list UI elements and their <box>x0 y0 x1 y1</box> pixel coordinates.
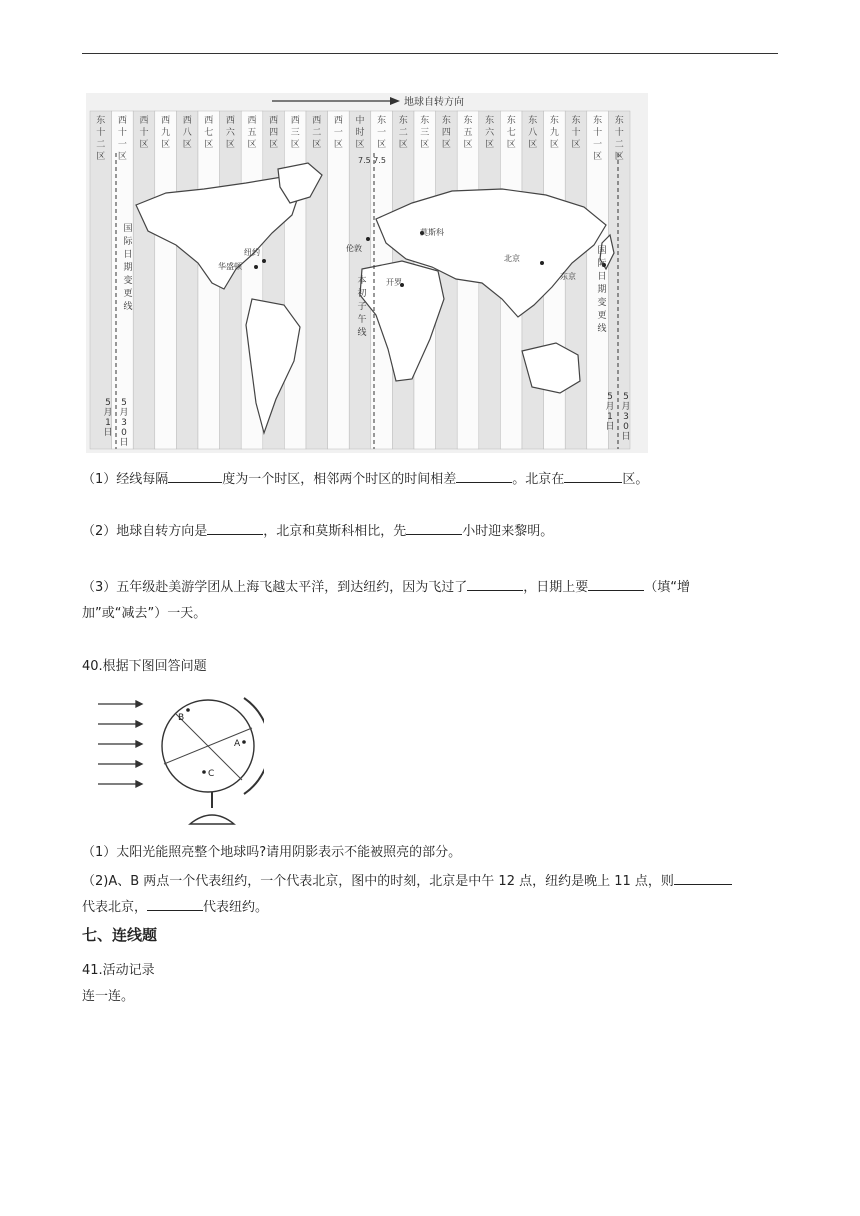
zone-label-char: 东 <box>549 116 559 126</box>
date-label: 0 <box>121 428 127 438</box>
answer-blank[interactable] <box>564 468 622 483</box>
q40-line-2 <box>82 870 732 893</box>
zone-label-char: 区 <box>614 152 624 162</box>
zone-label-char: 二 <box>312 128 322 138</box>
zone-label-char: 区 <box>420 140 430 150</box>
zone-label-char: 二 <box>398 128 408 138</box>
zone-label-char: 西 <box>204 116 214 126</box>
date-label: 0 <box>623 422 629 432</box>
q39-text: （填“增 <box>644 580 691 595</box>
zone-label-char: 十 <box>96 128 106 138</box>
zone-label-char: 十 <box>614 128 624 138</box>
answer-blank[interactable] <box>588 576 644 591</box>
zone-label-char: 西 <box>312 116 322 126</box>
q39-text: （1）经线每隔 <box>82 472 169 487</box>
q41-instruction: 连一连。 <box>82 989 135 1004</box>
rotation-direction-label: 地球自转方向 <box>404 97 464 108</box>
time-zone-world-map <box>86 93 648 453</box>
answer-blank[interactable] <box>168 468 222 483</box>
prime-meridian-label: 初 <box>357 289 367 299</box>
date-label: 日 <box>119 438 129 448</box>
date-line-label-right: 日 <box>597 272 607 282</box>
prime-meridian-label: 本 <box>357 276 367 286</box>
zone-label-char: 东 <box>420 116 430 126</box>
date-label: 月 <box>621 402 631 412</box>
q39-text: （3）五年级赴美游学团从上海飞越太平洋，到达纽约，因为飞过了 <box>82 580 468 595</box>
meridian-number-label: 7.5 7.5 <box>358 156 386 165</box>
date-label: 5 <box>623 392 629 402</box>
city-label-newyork: 纽约 <box>244 248 260 257</box>
city-label-london: 伦敦 <box>346 244 362 253</box>
date-line-label-right: 际 <box>597 259 607 269</box>
zone-label-char: 西 <box>182 116 192 126</box>
city-label-tokyo: 东京 <box>560 272 576 281</box>
zone-label-char: 区 <box>377 140 387 150</box>
point-a-marker <box>242 740 246 744</box>
time-zone-stripe <box>328 111 350 449</box>
date-line-label-left: 期 <box>123 263 133 273</box>
q40-title: 40.根据下图回答问题 <box>82 659 207 674</box>
zone-label-char: 东 <box>506 116 516 126</box>
zone-label-char: 二 <box>614 140 624 150</box>
zone-label-char: 八 <box>182 128 192 138</box>
q39-line-2 <box>82 520 553 543</box>
header-rule <box>82 53 778 54</box>
q39-line-3 <box>82 576 690 599</box>
zone-label-char: 区 <box>441 140 451 150</box>
q41-title: 41.活动记录 <box>82 963 155 978</box>
date-label: 日 <box>605 422 615 432</box>
q39-text: 度为一个时区，相邻两个时区的时间相差 <box>222 472 457 487</box>
q40-text: 代表北京， <box>82 900 148 915</box>
zone-label-char: 区 <box>182 140 192 150</box>
zone-label-char: 西 <box>117 116 127 126</box>
city-label-beijing: 北京 <box>504 254 520 263</box>
point-a-label: A <box>234 739 241 749</box>
date-line-label-left: 更 <box>123 289 133 299</box>
zone-label-char: 十 <box>139 128 149 138</box>
zone-label-char: 西 <box>139 116 149 126</box>
date-label: 3 <box>121 418 127 428</box>
q40-text: 代表纽约。 <box>203 900 269 915</box>
prime-meridian-label: 午 <box>357 315 367 325</box>
zone-label-char: 七 <box>204 128 214 138</box>
q39-text: （2）地球自转方向是 <box>82 524 208 539</box>
zone-label-char: 区 <box>247 140 257 150</box>
date-line-label-left: 际 <box>123 237 133 247</box>
date-label: 5 <box>607 392 613 402</box>
point-c-label: C <box>208 769 215 779</box>
zone-label-char: 区 <box>96 152 106 162</box>
zone-label-char: 区 <box>355 140 365 150</box>
answer-blank[interactable] <box>147 896 203 911</box>
zone-label-char: 十 <box>593 128 603 138</box>
zone-label-char: 东 <box>441 116 451 126</box>
date-line-label-left: 国 <box>123 224 133 234</box>
q39-text: 小时迎来黎明。 <box>462 524 554 539</box>
zone-label-char: 九 <box>549 128 559 138</box>
date-label: 月 <box>605 402 615 412</box>
zone-label-char: 五 <box>247 128 257 138</box>
zone-label-char: 区 <box>485 140 495 150</box>
date-label: 3 <box>623 412 629 422</box>
date-line-label-right: 更 <box>597 311 607 321</box>
q40-line-1: （1）太阳光能照亮整个地球吗?请用阴影表示不能被照亮的部分。 <box>82 845 462 860</box>
zone-label-char: 四 <box>441 128 451 138</box>
zone-label-char: 东 <box>377 116 387 126</box>
zone-label-char: 区 <box>463 140 473 150</box>
answer-blank[interactable] <box>674 870 732 885</box>
city-marker-london <box>366 237 370 241</box>
date-line-label-right: 期 <box>597 285 607 295</box>
q39-text: ，北京和莫斯科相比，先 <box>263 524 407 539</box>
zone-label-char: 区 <box>593 152 603 162</box>
q39-text: 。北京在 <box>512 472 565 487</box>
city-label-moscow: 莫斯科 <box>420 228 444 237</box>
city-label-washington: 华盛顿 <box>218 262 242 271</box>
zone-label-char: 区 <box>225 140 235 150</box>
date-label: 1 <box>105 418 111 428</box>
zone-label-char: 东 <box>571 116 581 126</box>
point-c-marker <box>202 770 206 774</box>
zone-label-char: 东 <box>398 116 408 126</box>
zone-label-char: 时 <box>355 128 365 138</box>
date-line-label-right: 线 <box>597 324 607 334</box>
zone-label-char: 区 <box>139 140 149 150</box>
zone-label-char: 区 <box>333 140 343 150</box>
city-marker-washington <box>254 265 258 269</box>
zone-label-char: 十 <box>117 128 127 138</box>
q40-text: （2)A、B 两点一个代表纽约，一个代表北京，图中的时刻，北京是中午 12 点，纽约是晚上 11 点，则 <box>82 874 674 889</box>
zone-label-char: 东 <box>485 116 495 126</box>
city-marker-newyork <box>262 259 266 263</box>
date-label: 日 <box>621 432 631 442</box>
time-zone-stripe <box>176 111 198 449</box>
date-line-label-left: 变 <box>123 276 133 286</box>
zone-label-char: 十 <box>571 128 581 138</box>
prime-meridian-label: 线 <box>357 328 367 338</box>
city-label-cairo: 开罗 <box>386 278 402 287</box>
zone-label-char: 区 <box>269 140 279 150</box>
zone-label-char: 西 <box>225 116 235 126</box>
answer-blank[interactable] <box>406 520 462 535</box>
date-label: 月 <box>119 408 129 418</box>
zone-label-char: 二 <box>96 140 106 150</box>
sun-rays <box>98 701 142 787</box>
date-label: 5 <box>105 398 111 408</box>
zone-label-char: 五 <box>463 128 473 138</box>
globe-stand-base <box>190 815 234 824</box>
zone-label-char: 区 <box>161 140 171 150</box>
zone-label-char: 区 <box>528 140 538 150</box>
q39-text: 区。 <box>622 472 649 487</box>
date-line-label-right: 变 <box>597 298 607 308</box>
zone-label-char: 六 <box>225 128 235 138</box>
answer-blank[interactable] <box>456 468 512 483</box>
zone-label-char: 区 <box>398 140 408 150</box>
answer-blank[interactable] <box>467 576 523 591</box>
zone-label-char: 三 <box>290 128 300 138</box>
zone-label-char: 西 <box>333 116 343 126</box>
zone-label-char: 一 <box>377 128 387 138</box>
zone-label-char: 西 <box>269 116 279 126</box>
time-zone-stripe <box>284 111 306 449</box>
answer-blank[interactable] <box>207 520 263 535</box>
zone-label-char: 东 <box>614 116 624 126</box>
city-marker-beijing <box>540 261 544 265</box>
zone-label-char: 九 <box>161 128 171 138</box>
time-zone-stripe <box>133 111 155 449</box>
zone-label-char: 区 <box>204 140 214 150</box>
point-b-label: B <box>178 713 185 723</box>
zone-label-char: 东 <box>593 116 603 126</box>
date-label: 1 <box>607 412 613 422</box>
zone-label-char: 东 <box>463 116 473 126</box>
date-label: 日 <box>103 428 113 438</box>
zone-label-char: 四 <box>269 128 279 138</box>
date-line-label-left: 线 <box>123 302 133 312</box>
zone-label-char: 西 <box>247 116 257 126</box>
zone-label-char: 区 <box>506 140 516 150</box>
date-line-label-right: 国 <box>597 246 607 256</box>
zone-label-char: 中 <box>355 116 365 126</box>
zone-label-char: 西 <box>161 116 171 126</box>
zone-label-char: 八 <box>528 128 538 138</box>
time-zone-stripe <box>155 111 177 449</box>
q39-line-1 <box>82 468 648 491</box>
q39-line-4: 加”或“减去”）一天。 <box>82 606 207 621</box>
date-label: 5 <box>121 398 127 408</box>
zone-label-char: 区 <box>549 140 559 150</box>
zone-label-char: 东 <box>528 116 538 126</box>
q40-line-3 <box>82 896 268 919</box>
point-b-marker <box>186 708 190 712</box>
zone-label-char: 三 <box>420 128 430 138</box>
zone-label-char: 六 <box>485 128 495 138</box>
zone-label-char: 七 <box>506 128 516 138</box>
section-heading: 七、连线题 <box>82 926 158 944</box>
zone-label-char: 区 <box>117 152 127 162</box>
zone-label-char: 西 <box>290 116 300 126</box>
globe-sunlight-diagram <box>94 690 264 832</box>
zone-label-char: 区 <box>290 140 300 150</box>
date-label: 月 <box>103 408 113 418</box>
zone-label-char: 一 <box>333 128 343 138</box>
zone-label-char: 区 <box>312 140 322 150</box>
zone-label-char: 东 <box>96 116 106 126</box>
date-line-label-left: 日 <box>123 250 133 260</box>
prime-meridian-label: 子 <box>357 302 367 312</box>
time-zone-stripe <box>306 111 328 449</box>
q39-text: ，日期上要 <box>523 580 589 595</box>
zone-label-char: 区 <box>571 140 581 150</box>
zone-label-char: 一 <box>117 140 127 150</box>
zone-label-char: 一 <box>593 140 603 150</box>
